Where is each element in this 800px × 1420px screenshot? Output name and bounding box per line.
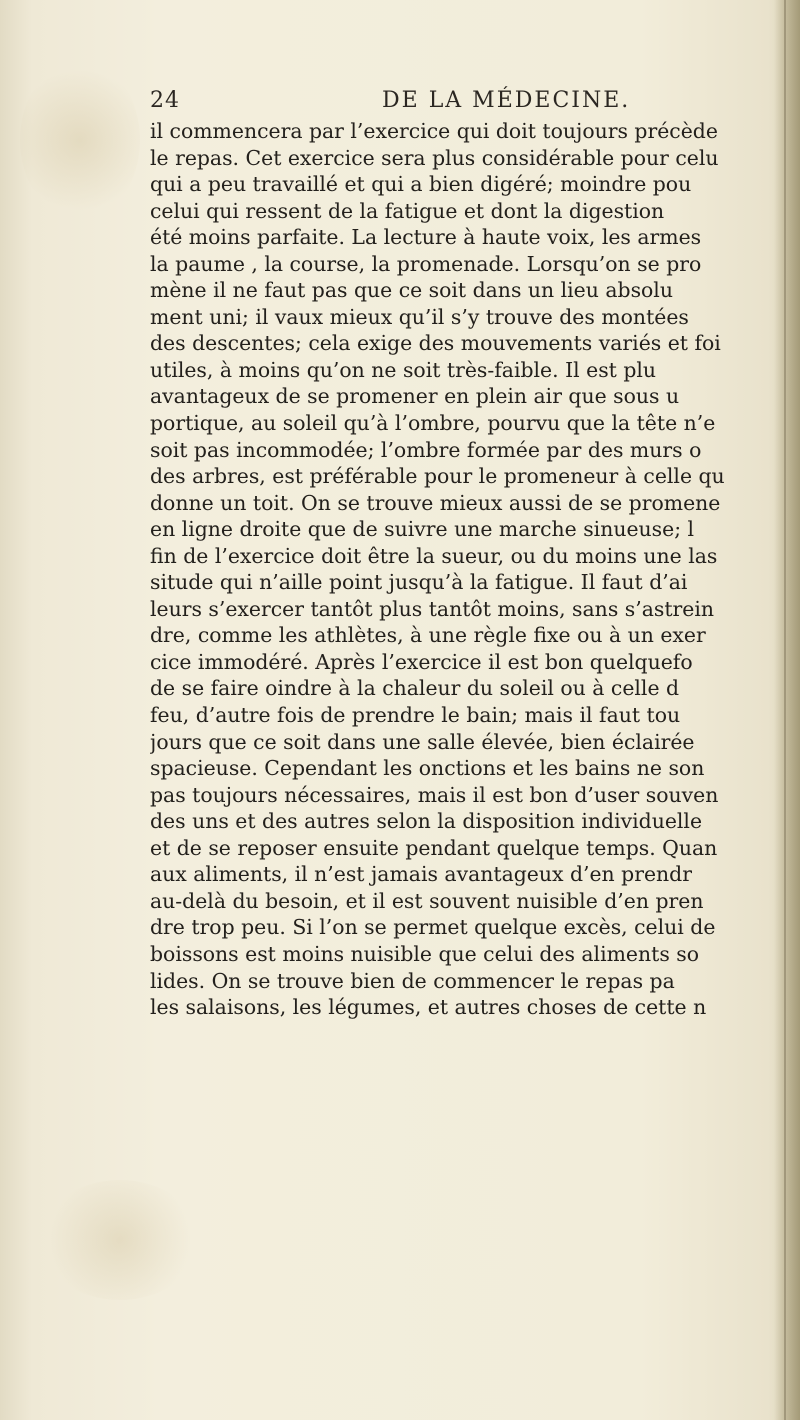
text-line: donne un toit. On se trouve mieux aussi de se promene [150,490,721,515]
text-line: été moins parfaite. La lecture à haute voix, les armes [150,225,702,250]
paper-stain [20,60,140,220]
text-line: dre trop peu. Si l’on se permet quelque excès, celui de [150,915,716,940]
text-line: et de se reposer ensuite pendant quelque temps. Quan [150,835,718,860]
text-line: au-delà du besoin, et il est souvent nuisible d’en pren [150,888,704,913]
text-line: des arbres, est préférable pour le promeneur à celle qu [150,464,725,489]
text-line: en ligne droite que de suivre une marche sinueuse; l [150,517,695,542]
text-line: les salaisons, les légumes, et autres choses de cette n [150,995,707,1020]
text-line: situde qui n’aille point jusqu’à la fatigue. Il faut d’ai [150,570,688,595]
text-line: utiles, à moins qu’on ne soit très-faible. Il est plu [150,357,657,382]
text-line: mène il ne faut pas que ce soit dans un lieu absolu [150,278,673,303]
text-line: aux aliments, il n’est jamais avantageux d’en prendr [150,862,692,887]
text-line: lides. On se trouve bien de commencer le repas pa [150,968,675,993]
text-line: qui a peu travaillé et qui a bien digéré; moindre pou [150,172,692,197]
text-line: pas toujours nécessaires, mais il est bon d’user souven [150,782,719,807]
running-head: DE LA MÉDECINE. [382,88,631,113]
page-number: 24 [150,88,180,113]
page-header [146,88,766,118]
paper-stain [40,1180,200,1300]
text-line: soit pas incommodée; l’ombre formée par des murs o [150,437,702,462]
body-text [150,118,770,1021]
text-line: des descentes; cela exige des mouvements variés et foi [150,331,721,356]
text-line: jours que ce soit dans une salle élevée, bien éclairée [150,729,695,754]
text-line: feu, d’autre fois de prendre le bain; mais il faut tou [150,703,681,728]
text-line: avantageux de se promener en plein air que sous u [150,384,680,409]
text-line: le repas. Cet exercice sera plus considérable pour celu [150,145,719,170]
text-line: portique, au soleil qu’à l’ombre, pourvu que la tête n’e [150,411,716,436]
text-line: ment uni; il vaux mieux qu’il s’y trouve des montées [150,304,689,329]
text-line: leurs s’exercer tantôt plus tantôt moins, sans s’astrein [150,596,714,621]
text-line: fin de l’exercice doit être la sueur, ou du moins une las [150,543,718,568]
text-line: spacieuse. Cependant les onctions et les bains ne son [150,756,705,781]
text-line: celui qui ressent de la fatigue et dont la digestion [150,198,665,223]
text-line: boissons est moins nuisible que celui des aliments so [150,941,700,966]
binding-edge [784,0,786,1420]
text-line: la paume , la course, la promenade. Lorsqu’on se pro [150,251,702,276]
text-line: il commencera par l’exercice qui doit toujours précède [150,119,718,143]
text-line: cice immodéré. Après l’exercice il est bon quelquefo [150,649,693,674]
text-line: de se faire oindre à la chaleur du soleil ou à celle d [150,676,680,701]
text-line: dre, comme les athlètes, à une règle fixe ou à un exer [150,623,706,648]
page-gutter-shadow [774,0,800,1420]
text-line: des uns et des autres selon la disposition individuelle [150,809,703,834]
